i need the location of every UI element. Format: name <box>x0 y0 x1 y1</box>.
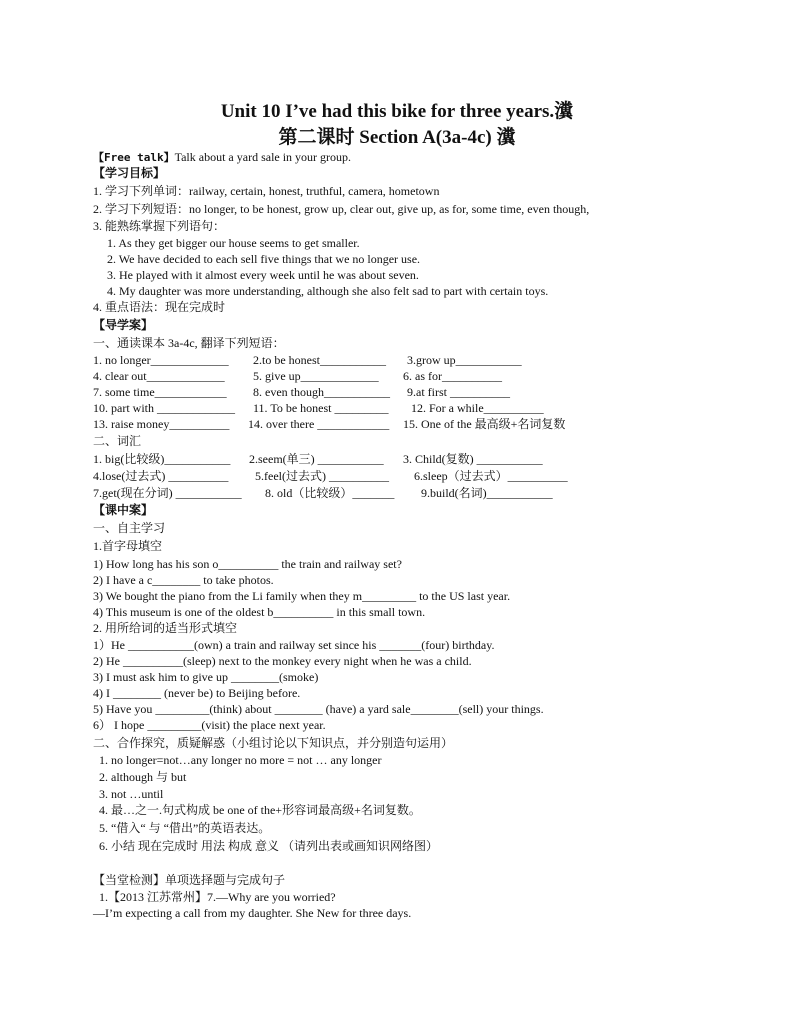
guide-sub2: 二、词汇 <box>93 434 142 448</box>
exercise1-item: 4) This museum is one of the oldest b__________ in this small town. <box>93 605 426 619</box>
key-sentence: 4. My daughter was more understanding, although she also felt sad to part with certain toys. <box>107 284 549 298</box>
free-talk-text: Talk about a yard sale in your group. <box>174 150 352 164</box>
exercise1-item: 1) How long has his son o__________ the train and railway set? <box>93 557 402 571</box>
vocab-item: 2.seem(单三) ___________ <box>249 452 384 466</box>
vocab-item: 9.build(名词)___________ <box>421 486 553 500</box>
exercise1-item: 2) I have a c________ to take photos. <box>93 573 274 587</box>
discussion-item: 5. “借入“ 与 “借出”的英语表达。 <box>99 821 271 835</box>
key-sentence: 1. As they get bigger our house seems to get smaller. <box>107 236 360 250</box>
class-sub2: 二、合作探究，质疑解惑（小组讨论以下知识点，并分别造句运用） <box>93 736 454 750</box>
exercise1-title: 1.首字母填空 <box>93 539 163 553</box>
free-talk-line <box>93 150 351 165</box>
phrase-item: 2.to be honest___________ <box>253 353 386 367</box>
objectives-header: 【学习目标】 <box>93 166 166 180</box>
objective-item: 1. 学习下列单词：railway, certain, honest, truthful, camera, hometown <box>93 184 440 198</box>
exercise1-item: 3) We bought the piano from the Li family when they m_________ to the US last year. <box>93 589 511 603</box>
unit-title: Unit 10 I’ve had this bike for three years.瀵 <box>220 101 574 122</box>
vocab-item: 8. old（比较级）_______ <box>265 486 395 500</box>
phrase-item: 8. even though___________ <box>253 385 390 399</box>
exercise2-item: 6） I hope _________(visit) the place next year. <box>93 718 326 732</box>
guide-sub1: 一、通读课本 3a-4c, 翻译下列短语： <box>93 336 285 350</box>
objective-item: 2. 学习下列短语：no longer, to be honest, grow up, clear out, give up, as for, some time, even though, <box>93 202 590 216</box>
discussion-item: 4. 最…之一.句式构成 be one of the+形容词最高级+名词复数。 <box>99 803 421 817</box>
phrase-item: 6. as for__________ <box>403 369 502 383</box>
exercise2-item: 1）He ___________(own) a train and railway set since his _______(four) birthday. <box>93 638 495 652</box>
objective-item: 4. 重点语法：现在完成时 <box>93 300 226 314</box>
phrase-item: 13. raise money__________ <box>93 417 230 431</box>
exercise2-item: 4) I ________ (never be) to Beijing before. <box>93 686 301 700</box>
phrase-item: 3.grow up___________ <box>407 353 522 367</box>
phrase-item: 10. part with _____________ <box>93 401 235 415</box>
vocab-item: 6.sleep（过去式）__________ <box>414 469 568 483</box>
lesson-title: 第二课时 Section A(3a-4c) 瀵 <box>278 127 516 148</box>
phrase-item: 5. give up_____________ <box>253 369 379 383</box>
key-sentence: 3. He played with it almost every week until he was about seven. <box>107 268 419 282</box>
objective-item: 3. 能熟练掌握下列语句： <box>93 219 226 233</box>
exercise2-title: 2. 用所给词的适当形式填空 <box>93 621 238 635</box>
class-sub1: 一、自主学习 <box>93 521 166 535</box>
phrase-item: 4. clear out_____________ <box>93 369 225 383</box>
discussion-item: 2. although 与 but <box>99 770 187 784</box>
vocab-item: 1. big(比较级)___________ <box>93 452 231 466</box>
discussion-item: 1. no longer=not…any longer no more = not … any longer <box>99 753 382 767</box>
phrase-item: 14. over there ____________ <box>248 417 390 431</box>
test-question-answer: —I’m expecting a call from my daughter. She New for three days. <box>93 906 412 920</box>
vocab-item: 5.feel(过去式) __________ <box>255 469 389 483</box>
exercise2-item: 3) I must ask him to give up ________(smoke) <box>93 670 319 684</box>
guide-header: 【导学案】 <box>93 318 154 332</box>
discussion-item: 6. 小结 现在完成时 用法 构成 意义 （请列出表或画知识网络图） <box>99 839 439 853</box>
free-talk-label: 【Free talk】 <box>93 151 175 164</box>
class-header: 【课中案】 <box>93 503 154 517</box>
phrase-item: 1. no longer_____________ <box>93 353 229 367</box>
phrase-item: 7. some time____________ <box>93 385 227 399</box>
key-sentence: 2. We have decided to each sell five things that we no longer use. <box>107 252 421 266</box>
exercise2-item: 2) He __________(sleep) next to the monkey every night when he was a child. <box>93 654 472 668</box>
vocab-item: 7.get(现在分词) ___________ <box>93 486 242 500</box>
phrase-item: 11. To be honest _________ <box>253 401 389 415</box>
phrase-item: 12. For a while__________ <box>411 401 544 415</box>
vocab-item: 3. Child(复数) ___________ <box>403 452 543 466</box>
test-question: 1.【2013 江苏常州】7.—Why are you worried? <box>99 890 336 904</box>
phrase-item: 9.at first __________ <box>407 385 510 399</box>
discussion-item: 3. not …until <box>99 787 164 801</box>
phrase-item: 15. One of the 最高级+名词复数 <box>403 417 566 431</box>
exercise2-item: 5) Have you _________(think) about ________ (have) a yard sale________(sell) your things. <box>93 702 544 716</box>
vocab-item: 4.lose(过去式) __________ <box>93 469 229 483</box>
test-header: 【当堂检测】单项选择题与完成句子 <box>93 873 286 887</box>
